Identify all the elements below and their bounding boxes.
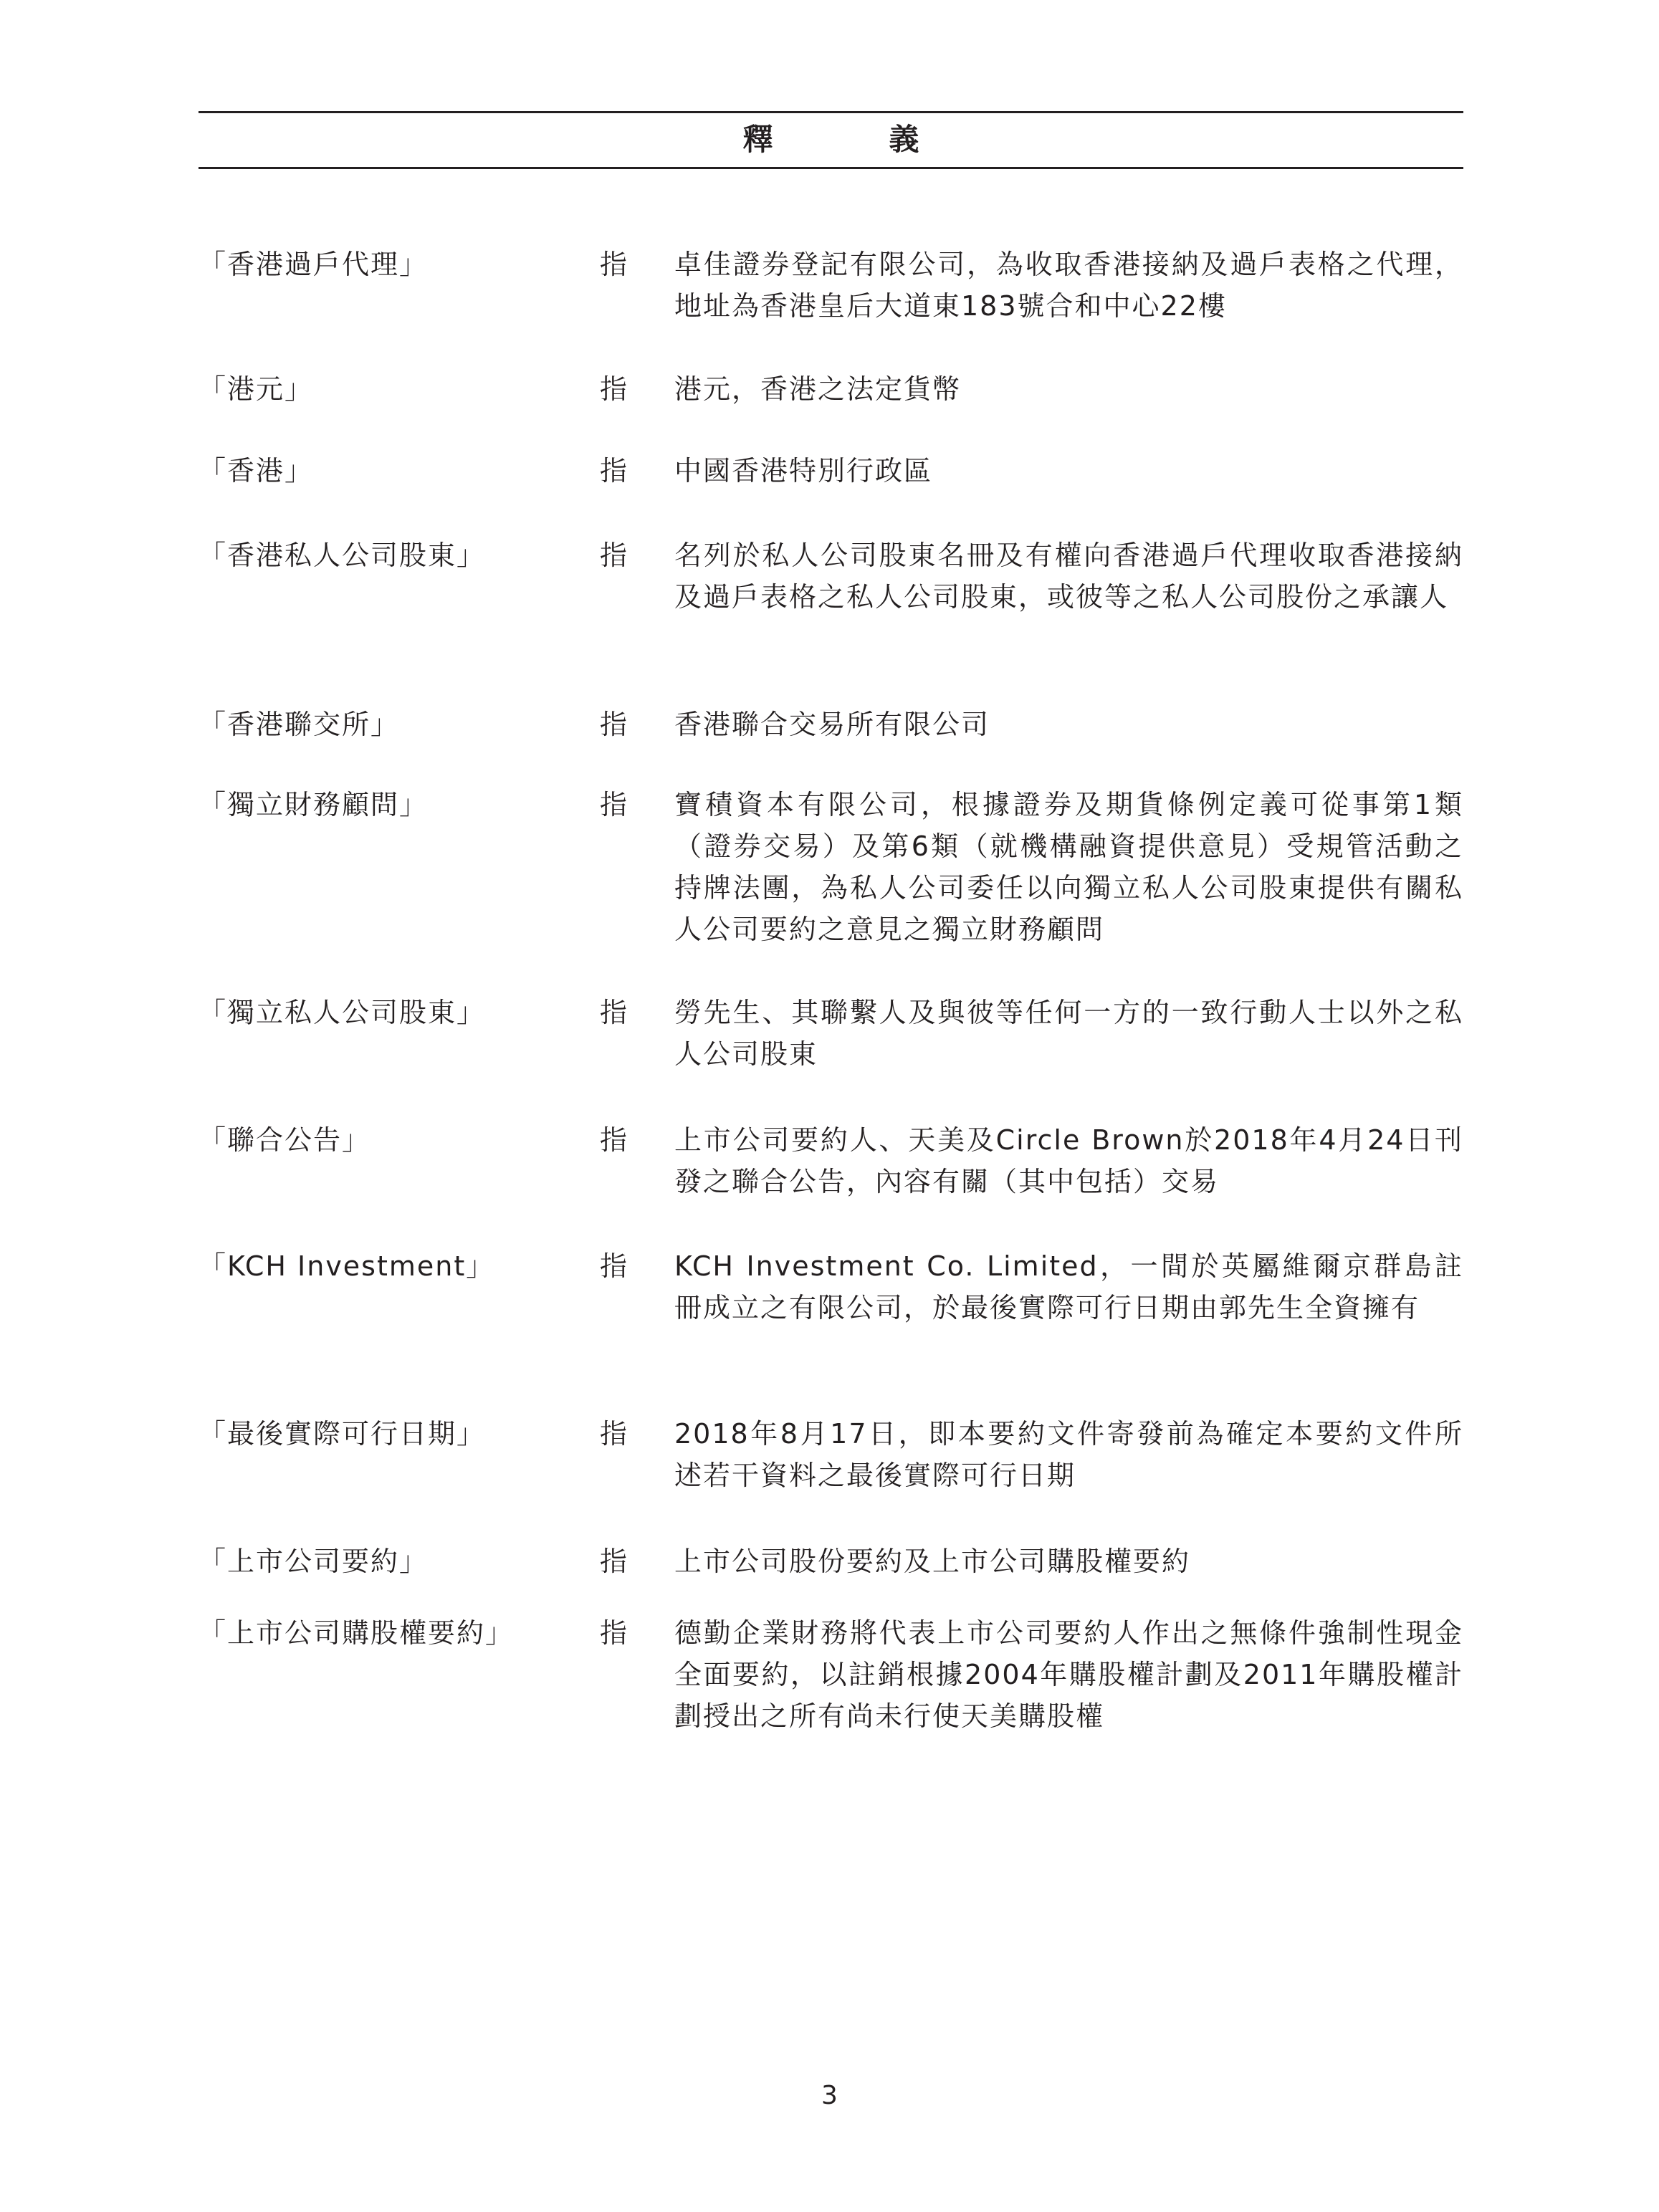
definition-entry xyxy=(199,1245,1463,1413)
definition-term: 「獨立財務顧問」 xyxy=(199,789,429,820)
definition-text: 港元，香港之法定貨幣 xyxy=(674,373,962,405)
definition-term: 「獨立私人公司股東」 xyxy=(199,997,486,1028)
definition-text: 卓佳證券登記有限公司，為收取香港接納及過戶表格之代理，地址為香港皇后大道東183號合和中心22樓 xyxy=(674,249,1463,322)
definition-means: 指 xyxy=(600,789,628,820)
definition-entry xyxy=(199,535,1463,704)
definition-means: 指 xyxy=(600,709,628,740)
definition-text: 2018年8月17日，即本要約文件寄發前為確定本要約文件所述若干資料之最後實際可行日期 xyxy=(674,1418,1463,1491)
definition-term: 「香港聯交所」 xyxy=(199,709,400,740)
definitions-list xyxy=(199,244,1463,1741)
definition-means: 指 xyxy=(600,997,628,1028)
definition-means: 指 xyxy=(600,1250,628,1282)
definition-means: 指 xyxy=(600,249,628,280)
definition-text: KCH Investment Co. Limited，一間於英屬維爾京群島註冊成立之有限公司，於最後實際可行日期由郭先生全資擁有 xyxy=(674,1250,1463,1323)
definition-text: 寶積資本有限公司，根據證券及期貨條例定義可從事第1類（證券交易）及第6類（就機構融資提供意見）受規管活動之持牌法團，為私人公司委任以向獨立私人公司股東提供有關私人公司要約之意見之獨立財務顧問 xyxy=(674,789,1463,945)
definition-term: 「港元」 xyxy=(199,373,314,405)
definition-term: 「香港過戶代理」 xyxy=(199,249,429,280)
definition-term: 「香港私人公司股東」 xyxy=(199,540,486,571)
definition-entry xyxy=(199,1541,1463,1612)
definition-entry xyxy=(199,784,1463,992)
header-top-rule xyxy=(199,111,1463,113)
definition-means: 指 xyxy=(600,540,628,571)
header-bottom-rule xyxy=(199,167,1463,169)
definition-text: 上市公司要約人、天美及Circle Brown於2018年4月24日刊發之聯合公告，內容有關（其中包括）交易 xyxy=(674,1124,1463,1197)
page-title: 釋 義 xyxy=(742,122,962,157)
page-number: 3 xyxy=(821,2081,838,2110)
definition-text: 勞先生、其聯繫人及與彼等任何一方的一致行動人士以外之私人公司股東 xyxy=(674,997,1463,1070)
definition-term: 「上市公司購股權要約」 xyxy=(199,1617,515,1649)
definition-term: 「香港」 xyxy=(199,455,314,487)
definition-text: 德勤企業財務將代表上市公司要約人作出之無條件強制性現金全面要約，以註銷根據2004年購股權計劃及2011年購股權計劃授出之所有尚未行使天美購股權 xyxy=(674,1617,1463,1732)
definition-text: 香港聯合交易所有限公司 xyxy=(674,709,990,740)
definition-means: 指 xyxy=(600,1418,628,1450)
definition-term: 「最後實際可行日期」 xyxy=(199,1418,486,1450)
definition-entry xyxy=(199,1612,1463,1741)
definition-means: 指 xyxy=(600,455,628,487)
definition-text: 上市公司股份要約及上市公司購股權要約 xyxy=(674,1546,1191,1577)
definition-means: 指 xyxy=(600,1617,628,1649)
definition-term: 「KCH Investment」 xyxy=(199,1250,495,1282)
definition-means: 指 xyxy=(600,1546,628,1577)
definition-entry xyxy=(199,244,1463,368)
definition-term: 「上市公司要約」 xyxy=(199,1546,429,1577)
definition-text: 中國香港特別行政區 xyxy=(674,455,933,487)
definition-entry xyxy=(199,450,1463,535)
definition-entry xyxy=(199,704,1463,784)
definition-text: 名列於私人公司股東名冊及有權向香港過戶代理收取香港接納及過戶表格之私人公司股東，或彼等之私人公司股份之承讓人 xyxy=(674,540,1463,613)
definition-entry xyxy=(199,1119,1463,1245)
definition-means: 指 xyxy=(600,1124,628,1156)
definition-entry xyxy=(199,1413,1463,1541)
definition-entry xyxy=(199,992,1463,1119)
definition-entry xyxy=(199,368,1463,450)
definition-means: 指 xyxy=(600,373,628,405)
definition-term: 「聯合公告」 xyxy=(199,1124,371,1156)
